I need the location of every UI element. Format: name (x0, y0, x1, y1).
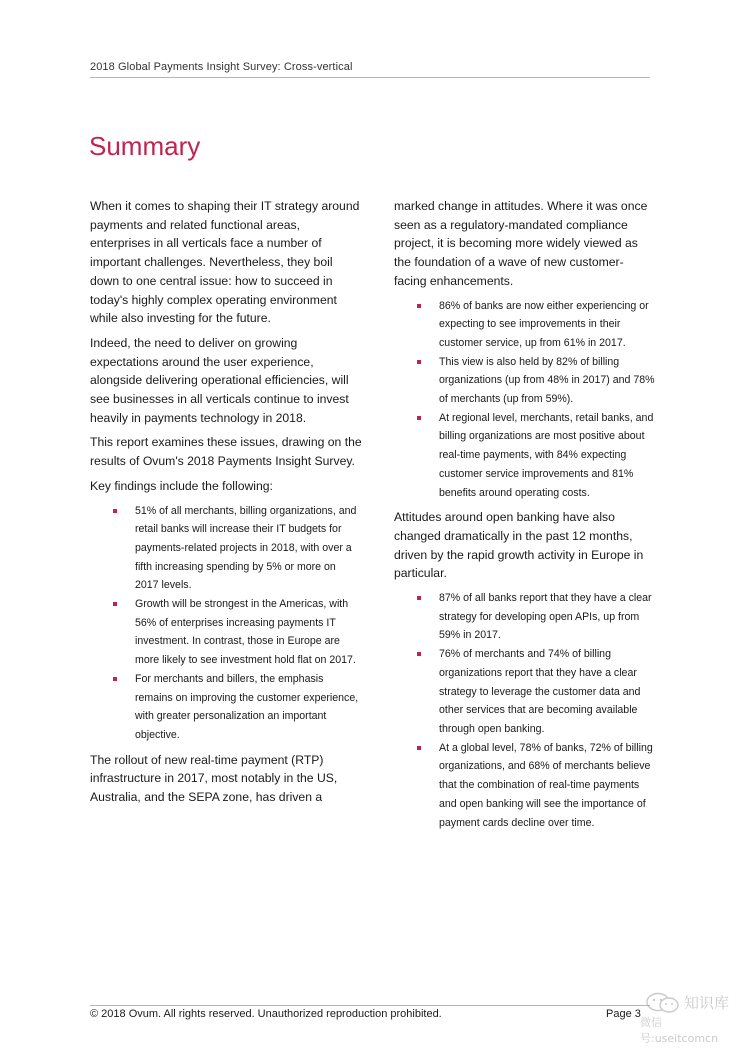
bullet-text: 76% of merchants and 74% of billing organizations report that they have a clear strategy to leverage the customer data and other services that are becoming available through open banking. (439, 648, 641, 735)
bullet-text: At regional level, merchants, retail banks, and billing organizations are most positive about real-time payments, with 84% expecting customer service improvements and 81% benefits around operating costs. (439, 411, 654, 499)
bullet-text: For merchants and billers, the emphasis remains on improving the customer experience, with greater personalization an important objective. (135, 672, 359, 741)
list-item (394, 297, 656, 353)
footer-divider (90, 1005, 650, 1006)
watermark-title: 知识库 (684, 994, 730, 1012)
square-bullet-icon (417, 304, 421, 308)
page-number: Page 3 (606, 1008, 641, 1020)
chat-bubbles-icon (646, 992, 680, 1014)
square-bullet-icon (417, 360, 421, 364)
rtp-paragraph: The rollout of new real-time payment (RTP) infrastructure in 2017, most notably in the US, Australia, and the SEPA zone, has driven a (90, 752, 338, 805)
running-header: 2018 Global Payments Insight Survey: Cross-vertical (90, 61, 353, 73)
list-item (394, 739, 656, 833)
bullet-text: This view is also held by 82% of billing organizations (up from 48% in 2017) and 78% of merchants (up from 59%). (439, 355, 655, 406)
square-bullet-icon (113, 602, 117, 606)
list-item (394, 353, 656, 409)
page-title: Summary (89, 131, 201, 161)
expectations-paragraph: Indeed, the need to deliver on growing expectations around the user experience, alongside delivering operational efficiencies, will see businesses in all verticals continue to invest heavily in payments technology in 2018. (90, 335, 349, 425)
header-divider (90, 77, 650, 78)
right-column (394, 197, 656, 838)
bullet-text: 87% of all banks report that they have a clear strategy for developing open APIs, up from 59% in 2017. (439, 592, 652, 642)
list-item (394, 645, 656, 739)
key-findings-paragraph: Key findings include the following: (90, 478, 273, 493)
rtp-findings-list (394, 297, 656, 503)
square-bullet-icon (113, 509, 117, 513)
square-bullet-icon (417, 652, 421, 656)
list-item (394, 409, 656, 503)
open-banking-findings-list (394, 589, 656, 832)
bullet-text: At a global level, 78% of banks, 72% of billing organizations, and 68% of merchants believe that the combination of real-time payments and open banking will see the importance of payment cards decline over time. (439, 741, 653, 829)
bullet-text: Growth will be strongest in the Americas, with 56% of enterprises increasing payments IT investment. In contrast, those in Europe are more likely to see investment hold flat on 2017. (135, 598, 356, 667)
bullet-text: 86% of banks are now either experiencing or expecting to see improvements in their customer service, up from 61% in 2017. (439, 299, 649, 349)
list-item (90, 670, 362, 745)
left-column (90, 197, 362, 813)
watermark-account: 微信号:useitcomcn (640, 1016, 719, 1045)
list-item (90, 502, 362, 596)
open-banking-paragraph: Attitudes around open banking have also changed dramatically in the past 12 months, driven by the rapid growth activity in Europe in particular. (394, 510, 644, 581)
list-item (90, 595, 362, 670)
list-item (394, 589, 656, 645)
rtp-continued-paragraph: marked change in attitudes. Where it was once seen as a regulatory-mandated compliance project, it is becoming more widely viewed as the foundation of a wave of new customer-facing enhancements. (394, 199, 648, 288)
watermark (640, 990, 740, 1045)
square-bullet-icon (417, 746, 421, 750)
intro-paragraph: When it comes to shaping their IT strategy around payments and related functional areas, enterprises in all verticals face a number of important challenges. Nevertheless, they boil down to one central issue: how to succeed in today's highly complex operating environment while also investing for the future. (90, 199, 360, 326)
square-bullet-icon (417, 416, 421, 420)
copyright-notice: © 2018 Ovum. All rights reserved. Unauthorized reproduction prohibited. (90, 1008, 442, 1020)
square-bullet-icon (417, 596, 421, 600)
key-findings-list (90, 502, 362, 745)
square-bullet-icon (113, 677, 117, 681)
bullet-text: 51% of all merchants, billing organizations, and retail banks will increase their IT budgets for payments-related projects in 2018, with over a fifth increasing spending by 5% or more on 2017 levels. (135, 504, 357, 592)
report-scope-paragraph: This report examines these issues, drawing on the results of Ovum's 2018 Payments Insight Survey. (90, 435, 362, 469)
